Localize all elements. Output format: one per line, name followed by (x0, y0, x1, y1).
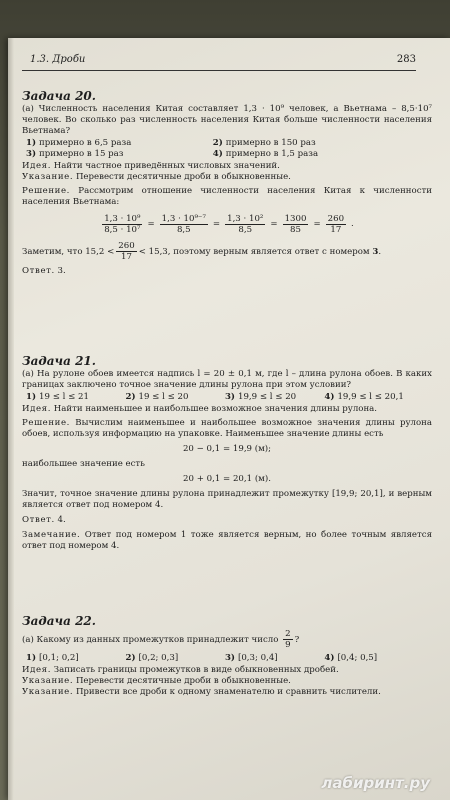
option: 4) 19,9 ≤ l ≤ 20,1 (324, 392, 404, 402)
answer-options (26, 138, 432, 160)
idea: Идея. Найти наименьшее и наибольшее возможное значения длины рулона. (22, 404, 378, 414)
note: Заметим, что 15,2 < $\frac{260}{17}$ < 15,3, поэтому верным является ответ с номером 3. (22, 241, 382, 262)
remark: Замечание. Ответ под номером 1 тоже является верным, но более точным является ответ под номером 4. (22, 530, 432, 551)
task-question: (а) Какому из данных промежутков принадлежит число $\frac{2}{9}$ ? (22, 629, 300, 650)
task-title: Задача 22. (22, 614, 96, 628)
task-title: Задача 21. (22, 354, 96, 368)
page-edge (8, 38, 14, 800)
option: 2) [0,2; 0,3] (125, 653, 179, 663)
task-question: (а) Численность населения Китая составляет 1,3 · 10⁹ человек, а Вьетнама – 8,5·10⁷ человек. Во сколько раз численность населения Китая больше численности населения Вьетнама? (22, 104, 432, 136)
conclusion: Значит, точное значение длины рулона принадлежит промежутку [19,9; 20,1], и верным является ответ под номером 4. (22, 489, 432, 510)
option: 2) 19 ≤ l ≤ 20 (125, 392, 189, 402)
equation-min: 20 − 0,1 = 19,9 (м); (182, 444, 272, 454)
option: 1) 19 ≤ l ≤ 21 (26, 392, 89, 402)
page-number: 283 (396, 54, 416, 65)
option: 1) [0,1; 0,2] (26, 653, 79, 663)
ratio-formula: $\frac{\text{1,3 · 10⁹}}{\text{8,5 · 10⁷}}$ = $\frac{\text{1,3 · 10⁹⁻⁷}}{8,5}$ = $\frac{\text{1,3 · 10²}}{8,5}$ = $\frac{1300}{85}$ = $\frac{260}{17}$ . (104, 214, 354, 235)
task-20 (22, 88, 432, 277)
page-header (22, 52, 416, 71)
section-title: 1.3. Дроби (30, 54, 86, 65)
task-title: Задача 20. (22, 89, 96, 103)
solution: Решение. Вычислим наименьшее и наибольшее возможное значения длины рулона обоев, используя информацию на упаковке. Наименьшее значение длины есть (22, 418, 432, 439)
option: 2) примерно в 150 раз (212, 138, 316, 148)
solution: Решение. Рассмотрим отношение численности населения Китая к численности населения Вьетнама: (22, 186, 432, 207)
answer-options (26, 653, 432, 664)
hint: Указание. Перевести десятичные дроби в обыкновенные. (22, 676, 291, 686)
option: 3) примерно в 15 раз (26, 149, 124, 159)
hint: Указание. Перевести десятичные дроби в обыкновенные. (22, 172, 291, 182)
option: 3) 19,9 ≤ l ≤ 20 (224, 392, 297, 402)
option: 3) [0,3; 0,4] (224, 653, 278, 663)
book-page (8, 38, 450, 800)
answer: Ответ. 4. (22, 515, 66, 525)
equation-max: 20 + 0,1 = 20,1 (м). (183, 474, 271, 484)
idea: Идея. Записать границы промежутков в виде обыкновенных дробей. (22, 665, 339, 675)
watermark: лабиринт.ру (321, 774, 430, 792)
answer-options (26, 392, 432, 403)
answer: Ответ. 3. (22, 266, 66, 276)
task-question: (а) На рулоне обоев имеется надпись l = 20 ± 0,1 м, где l – длина рулона обоев. В каких границах заключено точное значение длины рулона при этом условии? (22, 369, 432, 390)
task-22 (22, 613, 432, 698)
hint: Указание. Привести все дроби к одному знаменателю и сравнить числители. (22, 687, 381, 697)
task-21 (22, 353, 432, 552)
largest-text: наибольшее значение есть (22, 459, 145, 469)
option: 4) [0,4; 0,5] (324, 653, 378, 663)
idea: Идея. Найти частное приведённых числовых значений. (22, 161, 280, 171)
option: 1) примерно в 6,5 раза (26, 138, 132, 148)
option: 4) примерно в 1,5 раза (212, 149, 319, 159)
